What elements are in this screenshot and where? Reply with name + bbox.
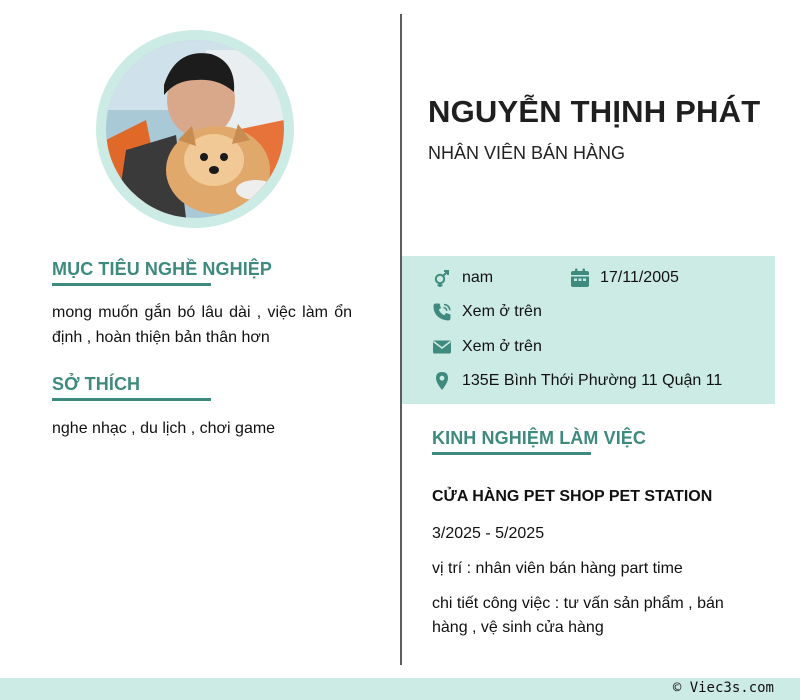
career-objective-rule [52, 283, 211, 286]
hobbies-rule [52, 398, 211, 401]
email-icon [432, 337, 452, 357]
gender-row [432, 268, 493, 288]
birthday-value: 17/11/2005 [600, 269, 679, 286]
career-objective-text: mong muốn gắn bó lâu dài , việc làm ổn định , hoàn thiện bản thân hơn [52, 304, 352, 346]
profile-photo [106, 40, 284, 218]
experience-title: KINH NGHIỆM LÀM VIỆC [432, 428, 647, 448]
email-value: Xem ở trên [462, 338, 542, 355]
gender-value: nam [462, 269, 494, 286]
phone-icon [432, 302, 452, 322]
address-row [432, 371, 722, 391]
footer-copyright: © Viec3s.com [672, 680, 774, 696]
experience-period: 3/2025 - 5/2025 [432, 525, 545, 542]
experience-company: CỬA HÀNG PET SHOP PET STATION [432, 488, 713, 505]
email-row [432, 337, 542, 357]
experience-position: vị trí : nhân viên bán hàng part time [432, 560, 683, 577]
career-objective-title: MỤC TIÊU NGHỀ NGHIỆP [52, 259, 273, 279]
calendar-icon [570, 268, 590, 288]
experience-rule [432, 452, 591, 455]
candidate-job-title: NHÂN VIÊN BÁN HÀNG [428, 143, 626, 163]
phone-value: Xem ở trên [462, 303, 542, 320]
birthday-row [570, 268, 679, 288]
experience-details: chi tiết công việc : tư vấn sản phẩm , bán hàng , vệ sinh cửa hàng [432, 595, 724, 636]
candidate-name: NGUYỄN THỊNH PHÁT [428, 94, 761, 129]
gender-icon [432, 268, 452, 288]
address-value: 135E Bình Thới Phường 11 Quận 11 [462, 372, 723, 389]
hobbies-text: nghe nhạc , du lịch , chơi game [52, 420, 276, 437]
footer-bar [0, 678, 800, 700]
phone-row [432, 302, 542, 322]
location-pin-icon [432, 371, 452, 391]
avatar [96, 30, 294, 228]
hobbies-title: SỞ THÍCH [52, 374, 141, 394]
